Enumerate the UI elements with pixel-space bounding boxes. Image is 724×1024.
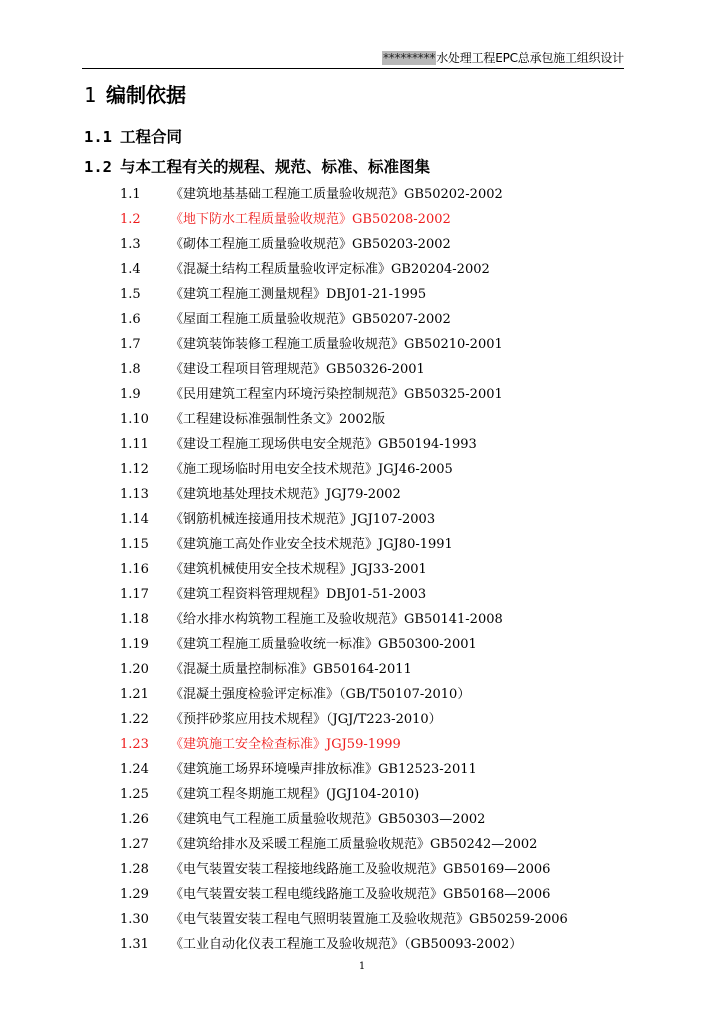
list-item [120, 357, 620, 382]
list-item-text: 《屋面工程施工质量验收规范》GB50207-2002 [170, 312, 451, 327]
list-item-number: 1.16 [120, 562, 149, 577]
heading-1-2-text: 与本工程有关的规程、规范、标准、标准图集 [120, 158, 431, 176]
list-item-text: 《民用建筑工程室内环境污染控制规范》GB50325-2001 [170, 387, 503, 402]
list-item-number: 1.10 [120, 412, 149, 427]
header-title: 水处理工程EPC总承包施工组织设计 [436, 51, 624, 65]
list-item-number: 1.13 [120, 487, 149, 502]
list-item [120, 732, 620, 757]
list-item-text: 《建筑给排水及采暖工程施工质量验收规范》GB50242—2002 [170, 837, 538, 852]
list-item-number: 1.8 [120, 362, 141, 377]
list-item [120, 607, 620, 632]
list-item-number: 1.29 [120, 887, 149, 902]
list-item-number: 1.17 [120, 587, 149, 602]
list-item-number: 1.11 [120, 437, 149, 452]
heading-1-2 [84, 155, 430, 179]
list-item [120, 382, 620, 407]
list-item-number: 1.9 [120, 387, 141, 402]
list-item-text: 《建筑施工安全检查标准》JGJ59-1999 [170, 737, 401, 752]
list-item-number: 1.14 [120, 512, 149, 527]
list-item-text: 《建筑地基处理技术规范》JGJ79-2002 [170, 487, 401, 502]
list-item-text: 《建筑机械使用安全技术规程》JGJ33-2001 [170, 562, 427, 577]
list-item [120, 882, 620, 907]
list-item [120, 707, 620, 732]
list-item-text: 《建筑施工场界环境噪声排放标准》GB12523-2011 [170, 762, 477, 777]
list-item-text: 《砌体工程施工质量验收规范》GB50203-2002 [170, 237, 451, 252]
heading-1-1 [84, 125, 182, 149]
list-item-text: 《预拌砂浆应用技术规程》（JGJ/T223-2010） [170, 712, 442, 727]
page-header [82, 48, 624, 69]
list-item [120, 932, 620, 957]
list-item-text: 《建设工程施工现场供电安全规范》GB50194-1993 [170, 437, 477, 452]
list-item-text: 《建筑工程冬期施工规程》(JGJ104-2010) [170, 787, 420, 802]
list-item-number: 1.25 [120, 787, 149, 802]
list-item-number: 1.7 [120, 337, 141, 352]
list-item-number: 1.28 [120, 862, 149, 877]
list-item [120, 507, 620, 532]
list-item [120, 232, 620, 257]
list-item [120, 307, 620, 332]
heading-1-1-number: 1.1 [84, 128, 112, 146]
list-item-number: 1.24 [120, 762, 149, 777]
list-item [120, 207, 620, 232]
list-item [120, 182, 620, 207]
list-item-text: 《建筑工程施工质量验收统一标准》GB50300-2001 [170, 637, 477, 652]
list-item [120, 482, 620, 507]
list-item-text: 《施工现场临时用电安全技术规范》JGJ46-2005 [170, 462, 453, 477]
list-item-number: 1.15 [120, 537, 149, 552]
list-item-number: 1.19 [120, 637, 149, 652]
list-item-number: 1.6 [120, 312, 141, 327]
list-item-number: 1.12 [120, 462, 149, 477]
heading-1-2-number: 1.2 [84, 158, 112, 176]
list-item-number: 1.18 [120, 612, 149, 627]
list-item-number: 1.30 [120, 912, 149, 927]
list-item-text: 《给水排水构筑物工程施工及验收规范》GB50141-2008 [170, 612, 503, 627]
list-item [120, 582, 620, 607]
list-item [120, 332, 620, 357]
list-item-text: 《建筑工程资料管理规程》DBJ01-51-2003 [170, 587, 427, 602]
heading-1 [84, 80, 186, 110]
list-item [120, 832, 620, 857]
list-item-number: 1.27 [120, 837, 149, 852]
list-item-text: 《钢筋机械连接通用技术规范》JGJ107-2003 [170, 512, 436, 527]
list-item [120, 407, 620, 432]
list-item [120, 682, 620, 707]
list-item-number: 1.22 [120, 712, 149, 727]
list-item-text: 《混凝土质量控制标准》GB50164-2011 [170, 662, 412, 677]
list-item [120, 807, 620, 832]
list-item-number: 1.21 [120, 687, 149, 702]
heading-1-number: 1 [84, 83, 97, 107]
list-item-text: 《电气装置安装工程电缆线路施工及验收规范》GB50168—2006 [170, 887, 551, 902]
list-item [120, 757, 620, 782]
list-item-number: 1.2 [120, 212, 141, 227]
list-item-number: 1.3 [120, 237, 141, 252]
list-item [120, 457, 620, 482]
list-item-number: 1.1 [120, 187, 141, 202]
list-item [120, 257, 620, 282]
list-item-text: 《混凝土结构工程质量验收评定标准》GB20204-2002 [170, 262, 490, 277]
list-item-text: 《电气装置安装工程接地线路施工及验收规范》GB50169—2006 [170, 862, 551, 877]
header-masked-text: ********* [382, 51, 436, 65]
list-item-number: 1.31 [120, 937, 149, 952]
list-item-text: 《建筑电气工程施工质量验收规范》GB50303—2002 [170, 812, 486, 827]
list-item [120, 532, 620, 557]
list-item [120, 782, 620, 807]
page-number: 1 [358, 961, 366, 972]
list-item-number: 1.5 [120, 287, 141, 302]
list-item-number: 1.23 [120, 737, 149, 752]
list-item-number: 1.4 [120, 262, 141, 277]
list-item-text: 《建筑工程施工测量规程》DBJ01-21-1995 [170, 287, 427, 302]
list-item [120, 632, 620, 657]
list-item-text: 《工业自动化仪表工程施工及验收规范》（GB50093-2002） [170, 937, 523, 952]
list-item-text: 《建筑地基基础工程施工质量验收规范》GB50202-2002 [170, 187, 503, 202]
list-item-text: 《建设工程项目管理规范》GB50326-2001 [170, 362, 425, 377]
list-item-text: 《建筑装饰装修工程施工质量验收规范》GB50210-2001 [170, 337, 503, 352]
list-item-text: 《工程建设标准强制性条文》2002版 [170, 412, 386, 427]
list-item [120, 432, 620, 457]
list-item-number: 1.20 [120, 662, 149, 677]
list-item-text: 《地下防水工程质量验收规范》GB50208-2002 [170, 212, 451, 227]
heading-1-1-text: 工程合同 [120, 128, 183, 146]
list-item [120, 657, 620, 682]
list-item [120, 907, 620, 932]
heading-1-text: 编制依据 [106, 83, 187, 107]
list-item-text: 《电气装置安装工程电气照明装置施工及验收规范》GB50259-2006 [170, 912, 568, 927]
list-item [120, 557, 620, 582]
list-item [120, 282, 620, 307]
list-item-number: 1.26 [120, 812, 149, 827]
list-item-text: 《建筑施工高处作业安全技术规范》JGJ80-1991 [170, 537, 453, 552]
list-item-text: 《混凝土强度检验评定标准》（GB/T50107-2010） [170, 687, 471, 702]
standards-list [120, 182, 620, 957]
list-item [120, 857, 620, 882]
